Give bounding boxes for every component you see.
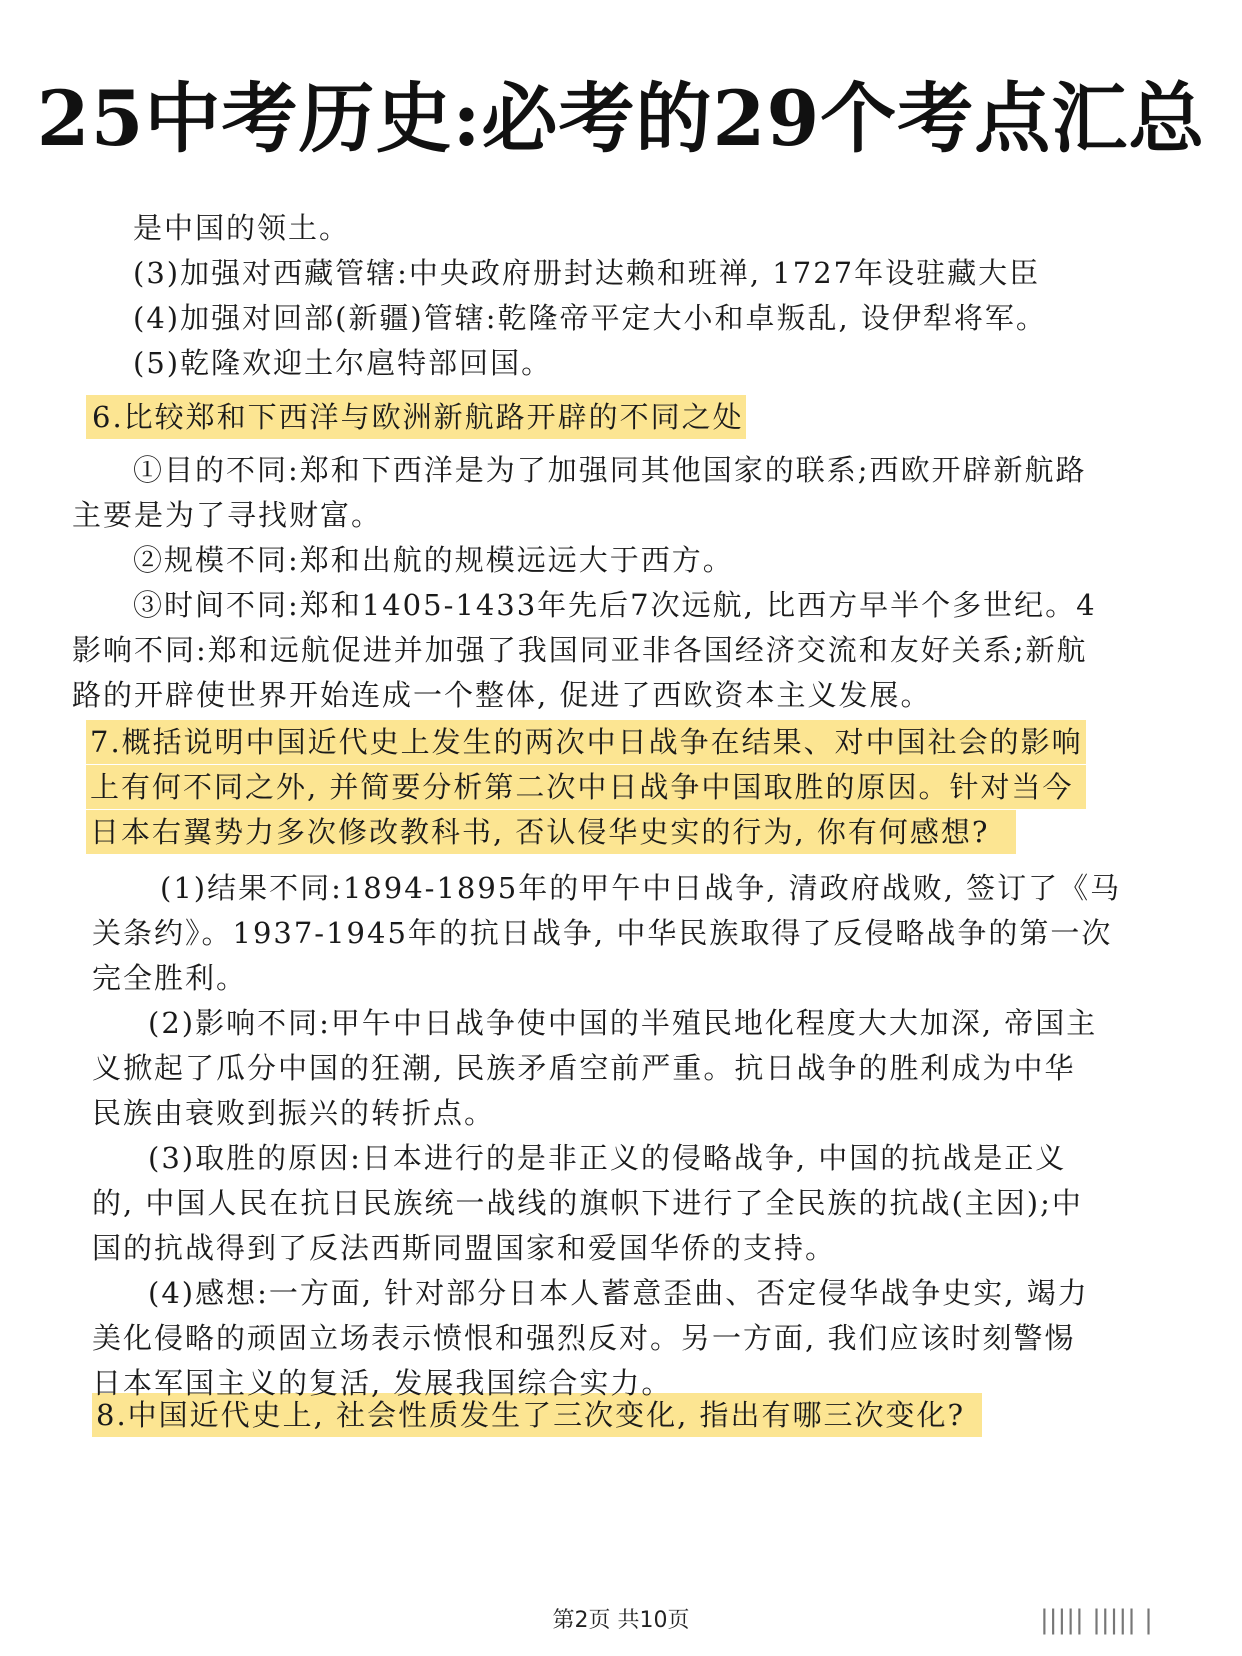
page-indicator: 第2页 共10页: [552, 1608, 690, 1633]
text-line: ③时间不同:郑和1405-1433年先后7次远航, 比西方早半个多世纪。4: [133, 588, 1097, 622]
text-line: 国的抗战得到了反法西斯同盟国家和爱国华侨的支持。: [92, 1231, 837, 1265]
section-heading-7: 上有何不同之外, 并简要分析第二次中日战争中国取胜的原因。针对当今: [90, 770, 1074, 804]
section-heading-8: 8.中国近代史上, 社会性质发生了三次变化, 指出有哪三次变化?: [96, 1398, 966, 1432]
text-line: 关条约》。1937-1945年的抗日战争, 中华民族取得了反侵略战争的第一次: [92, 916, 1113, 950]
text-line: 日本军国主义的复活, 发展我国综合实力。: [92, 1366, 673, 1400]
text-line: (2)影响不同:甲午中日战争使中国的半殖民地化程度大大加深, 帝国主: [148, 1006, 1098, 1040]
text-line: 义掀起了瓜分中国的狂潮, 民族矛盾空前严重。抗日战争的胜利成为中华: [92, 1051, 1076, 1085]
text-line: 完全胜利。: [92, 961, 248, 995]
section-heading-7: 7.概括说明中国近代史上发生的两次中日战争在结果、对中国社会的影响: [90, 725, 1083, 759]
page-title: 25中考历史:必考的29个考点汇总: [36, 74, 1206, 163]
text-line: 民族由衰败到振兴的转折点。: [92, 1096, 496, 1130]
section-heading-6: 6.比较郑和下西洋与欧洲新航路开辟的不同之处: [92, 400, 744, 434]
text-line: (3)加强对西藏管辖:中央政府册封达赖和班禅, 1727年设驻藏大臣: [133, 256, 1041, 290]
text-line: (4)感想:一方面, 针对部分日本人蓄意歪曲、否定侵华战争史实, 竭力: [148, 1276, 1089, 1310]
text-line: 影响不同:郑和远航促进并加强了我国同亚非各国经济交流和友好关系;新航: [72, 633, 1088, 667]
text-line: 是中国的领土。: [133, 211, 351, 245]
text-line: (1)结果不同:1894-1895年的甲午中日战争, 清政府战败, 签订了《马: [160, 871, 1122, 905]
text-line: 美化侵略的顽固立场表示愤恨和强烈反对。另一方面, 我们应该时刻警惕: [92, 1321, 1076, 1355]
text-line: ②规模不同:郑和出航的规模远远大于西方。: [133, 543, 734, 577]
text-line: ①目的不同:郑和下西洋是为了加强同其他国家的联系;西欧开辟新航路: [133, 453, 1087, 487]
section-heading-7: 日本右翼势力多次修改教科书, 否认侵华史实的行为, 你有何感想?: [90, 815, 990, 849]
text-line: (3)取胜的原因:日本进行的是非正义的侵略战争, 中国的抗战是正义: [148, 1141, 1067, 1175]
text-line: 路的开辟使世界开始连成一个整体, 促进了西欧资本主义发展。: [72, 678, 932, 712]
text-line: 的, 中国人民在抗日民族统一战线的旗帜下进行了全民族的抗战(主因);中: [92, 1186, 1083, 1220]
text-line: (5)乾隆欢迎土尔扈特部回国。: [133, 346, 553, 380]
watermark: ||||| ||||| |: [1040, 1605, 1153, 1635]
text-line: (4)加强对回部(新疆)管辖:乾隆帝平定大小和卓叛乱, 设伊犁将军。: [133, 301, 1047, 335]
text-line: 主要是为了寻找财富。: [72, 498, 383, 532]
